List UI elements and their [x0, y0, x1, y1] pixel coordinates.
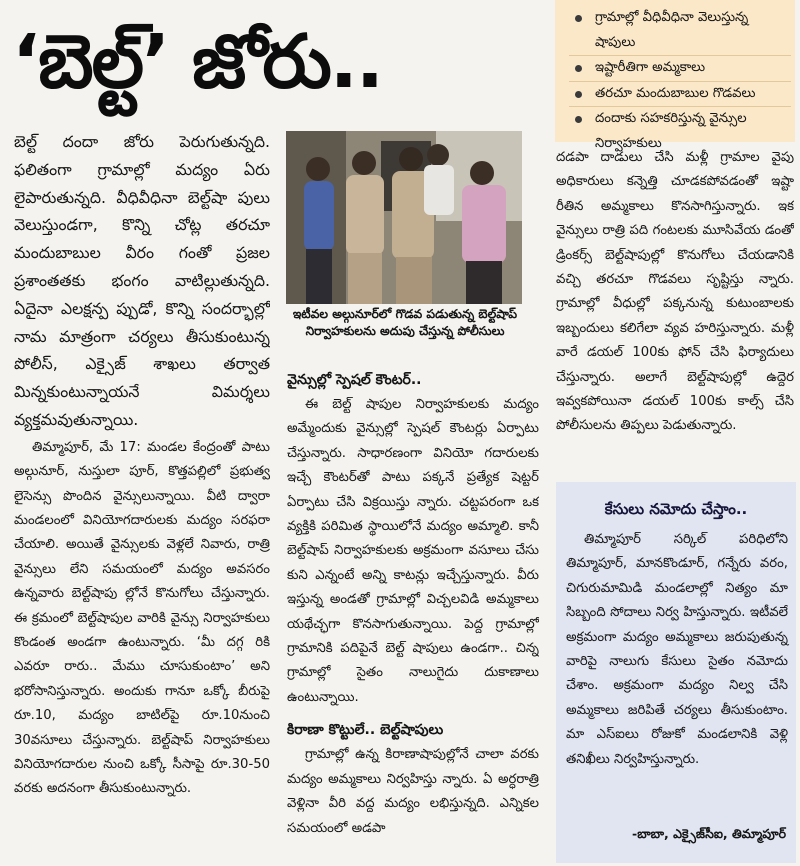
sidebar-body [556, 528, 796, 772]
byline: -బాబా, ఎక్సైజ్‌సీఐ, తిమ్మాపూర్ [632, 826, 786, 841]
column-middle [287, 368, 539, 864]
subhead-kirana-shops: కిరాణా కొట్టులే.. బెల్ట్‌షాపులు [287, 722, 444, 739]
bullet-icon [575, 91, 582, 98]
highlight-item: ఇష్టారీతిగా అమ్మకాలు [569, 56, 791, 82]
body-paragraph: తిమ్మాపూర్, మే 17: మండల కేంద్రంతో పాటు అల్గునూర్, నుస్తులా పూర్, కొత్తపల్లిలో ప్రభుత్వ లైసెన్సు పొందిన వైన్సులున్నాయి. వీటి ద్వారా మండలంలో వినియోగదారులకు మద్యం సరఫరా చేయాలి. అయితే వైన్సులకు వెళ్లలే నివారు, రాత్రి వైన్సులు లేని సమయంలో మద్యం అవసరం ఉన్నవారు బెల్ట్‌షాపు ల్లోనే కొనుగోలు చేస్తున్నారు. ఈ క్రమంలో బెల్ట్‌షాపుల వారికి వైన్సు నిర్వాహకులు కొండంత అండగా ఉంటున్నారు. ‘మీ దగ్గ రికి ఎవరూ రారు.. మేము చూసుకుంటాం’ అని భరోసానిస్తున్నారు. అందుకు గానూ ఒక్కో బీరుపై రూ.10, మద్యం బాటిల్‌పై రూ.10నుంచి 30వసూలు చేస్తున్నారు. బెల్ట్‌షాప్ నిర్వాహకులు వినియోగదారుల నుంచి ఒక్కో సీసాపై రూ.30-50 వరకు అదనంగా తీసుకుంటున్నారు. [14, 439, 270, 797]
highlights-box [555, 0, 795, 151]
bullet-icon [575, 65, 582, 72]
body-paragraph: గ్రామాల్లో ఉన్న కిరాణాషాపుల్లోనే చాలా వరకు మద్యం అమ్మకాలు నిర్వహిస్తు న్నారు. ఏ అర్ధరాత్రి వెళ్లినా వీరి వద్ద మద్యం లభిస్తున్నది. ఎన్నికల సమయంలో అడపా [287, 747, 539, 836]
highlight-item: గ్రామాల్లో వీధివీధినా వెలుస్తున్న షాపులు [569, 6, 791, 56]
bullet-icon [575, 15, 582, 22]
body-paragraph: ఈ బెల్ట్ షాపుల నిర్వాహకులకు మద్యం అమ్మేందుకు వైన్సుల్లో స్పెషల్ కౌంటర్లు ఏర్పాటు చేస్తున్నారు. సాధారణంగా వినియో గదారులకు ఇచ్చే కౌంటర్‌తో పాటు పక్కనే ప్రత్యేక షెట్టర్ ఏర్పాటు చేసి విక్రయిస్తు న్నారు. చట్టపరంగా ఒక వ్యక్తికి పరిమిత స్థాయిలోనే మద్యం అమ్మాలి. కానీ బెల్ట్‌షాప్ నిర్వాహకులకు అక్రమంగా వసూలు చేసు కుని ఎన్నంటే అన్ని కాటన్లు ఇచ్చేస్తున్నారు. వీరు ఇస్తున్న అండతో గ్రామాల్లో విచ్చలవిడి అమ్మకాలు యథేచ్ఛగా కొనసాగుతున్నాయి. పెద్ద గ్రామాల్లో గ్రామానికి పదిపైనే బెల్ట్ షాపులు ఉండగా.. చిన్న గ్రామాల్లో సైతం నాలుగైదు దుకాణాలు ఉంటున్నాయి. [287, 397, 539, 705]
body-paragraph: దడపా దాడులు చేసి మళ్లీ గ్రామాల వైపు అధికారులు కన్నెత్తి చూడకపోవడంతో ఇష్టా రీతిన అమ్మకాలు కొనసాగిస్తున్నారు. ఇక వైన్సులు రాత్రి పది గంటలకు మూసివేయ డంతో డ్రింకర్స్ బెల్ట్‌షాపుల్లో కొనుగోలు చేయడానికి వచ్చి తరచూ గొడవలు సృష్టిస్తు న్నారు. గ్రామాల్లో వీధుల్లో పక్కనున్న కుటుంబాలకు ఇబ్బందులు కలిగేలా వ్యవ హరిస్తున్నారు. మళ్లీ వారే డయల్ 100కు ఫోన్ చేసి ఫిర్యాదులు చేస్తున్నారు. అలాగే బెల్ట్‌షాపుల్లో ఉద్దెర ఇవ్వకపోయినా డయల్ 100కు కాల్స్ చేసి పోలీసులను తిప్పలు పెడుతున్నారు. [556, 150, 794, 434]
highlight-item: తరచూ మందుబాబుల గొడవలు [569, 82, 791, 108]
lead-paragraph: బెల్ట్ దందా జోరు పెరుగుతున్నది. ఫలితంగా గ్రామాల్లో మద్యం ఏరు లైపారుతున్నది. వీధివీధినా బెల్ట్‌షా పులు వెలుస్తుండగా, కొన్ని చోట్ల తరచూ మందుబాబుల వీరం గంతో ప్రజల ప్రశాంతతకు భంగం వాటిల్లుతున్నది. ఏదైనా ఎలక్షన్ప ప్పుడో, కొన్ని సందర్భాల్లో నామ మాత్రంగా చర్యలు తీసుకుంటున్న పోలీస్, ఎక్సైజ్ శాఖలు తర్వాత మిన్నకుంటున్నాయనే విమర్శలు వ్యక్తమవుతున్నాయి. [14, 132, 270, 429]
column-right [556, 146, 794, 472]
photo-caption: ఇటీవల అల్గునూర్‌లో గొడవ పడుతున్న బెల్ట్‌షాప్ నిర్వాహకులను అదుపు చేస్తున్న పోలీసులు [292, 307, 518, 338]
police-scuffle-image [286, 131, 522, 304]
highlight-item: దందాకు సహకరిస్తున్న వైన్సుల నిర్వాహకులు [569, 107, 791, 156]
news-photo [286, 131, 522, 304]
sidebar-box [556, 482, 796, 863]
bullet-icon [575, 116, 582, 123]
column-left [14, 128, 270, 862]
sidebar-title: కేసులు నమోదు చేస్తాం.. [604, 500, 748, 518]
headline: ‘బెల్ట్’ జోరు.. [12, 19, 383, 105]
body-paragraph: తిమ్మాపూర్ సర్కిల్ పరిధిలోని తిమ్మాపూర్, మానకొండూర్, గన్నేరు వరం, చిగురుమామిడి మండలాల్లో నిత్యం మా సిబ్బంది సోదాలు నిర్వ హిస్తున్నారు. ఇటీవలే అక్రమంగా మద్యం అమ్మకాలు జరుపుతున్న వారిపై నాలుగు కేసులు సైతం నమోదు చేశాం. అక్రమంగా మద్యం నిల్వ చేసి అమ్మకాలు జరిపితే చర్యలు తీసుకుంటాం. మా ఎస్‌ఐలు రోజుకో మండలానికి వెళ్లి తనిఖీలు నిర్వహిస్తున్నారు. [566, 532, 788, 767]
subhead-special-counter: వైన్సుల్లో స్పెషల్ కౌంటర్.. [287, 372, 422, 388]
